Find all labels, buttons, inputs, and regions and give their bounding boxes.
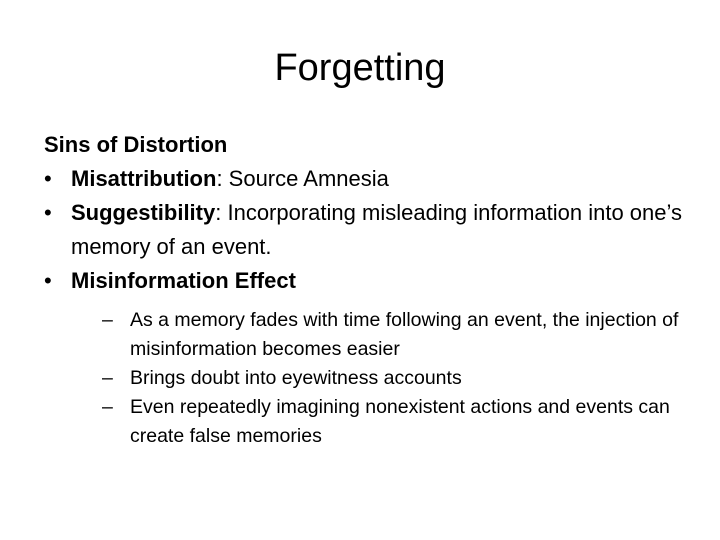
sub-bullet-text: As a memory fades with time following an event, the injection of misinformation becomes easier — [130, 309, 679, 360]
sub-bullet-item — [73, 306, 694, 364]
bullet-marker: • — [44, 268, 52, 293]
sub-bullet-item — [73, 364, 694, 393]
bullet-term: Misattribution — [71, 166, 217, 191]
bullet-text: : Incorporating misleading information into one’s memory of an event. — [71, 200, 682, 259]
dash-marker: – — [102, 309, 113, 331]
sub-bullet-list — [44, 306, 694, 451]
bullet-item-suggestibility — [44, 196, 694, 264]
bullet-item-misattribution — [44, 162, 694, 196]
dash-marker: – — [102, 396, 113, 418]
sub-bullet-text: Even repeatedly imagining nonexistent actions and events can create false memories — [130, 396, 670, 447]
bullet-list — [44, 162, 694, 298]
sub-bullet-text: Brings doubt into eyewitness accounts — [130, 367, 462, 389]
bullet-term: Misinformation Effect — [71, 268, 296, 293]
bullet-marker: • — [44, 200, 52, 225]
bullet-text: : Source Amnesia — [216, 166, 389, 191]
sub-bullet-item — [73, 393, 694, 451]
slide-body — [44, 128, 694, 451]
slide-title: Forgetting — [274, 47, 446, 89]
dash-marker: – — [102, 367, 113, 389]
bullet-marker: • — [44, 166, 52, 191]
bullet-item-misinformation-effect — [44, 264, 694, 298]
section-heading: Sins of Distortion — [44, 132, 228, 157]
bullet-term: Suggestibility — [71, 200, 216, 225]
